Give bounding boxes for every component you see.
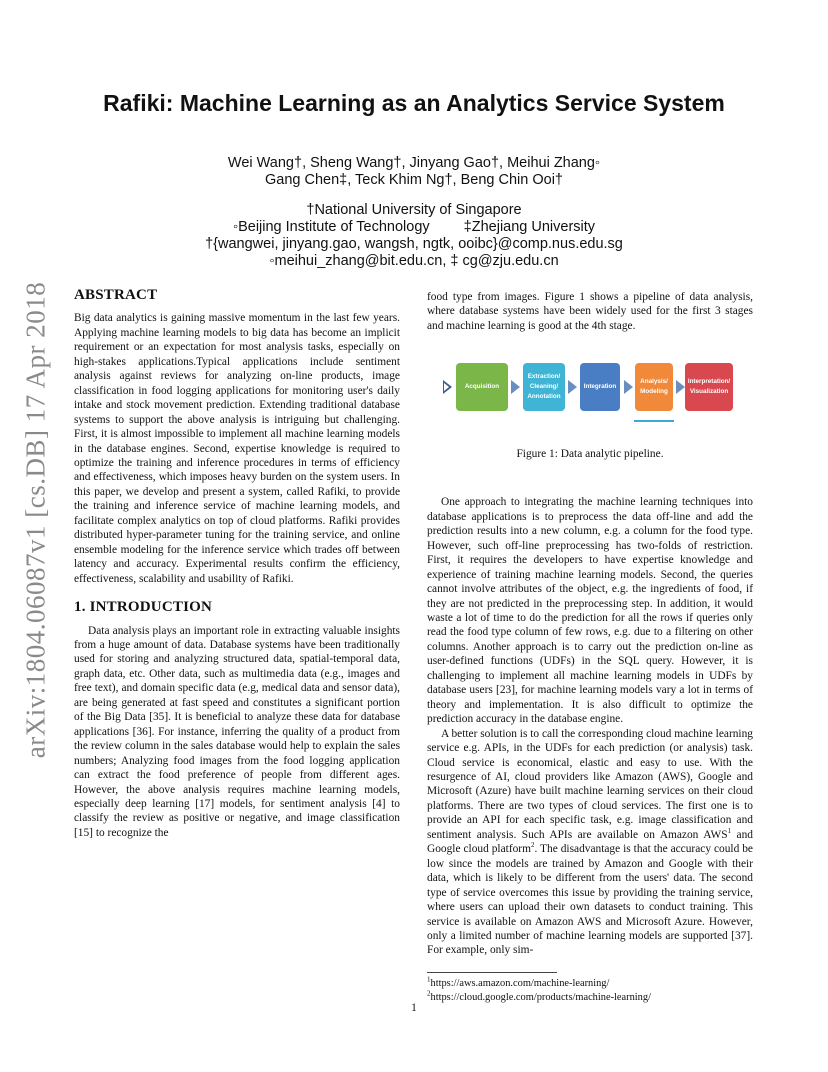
affiliation-zju: ‡Zhejiang University (463, 219, 596, 235)
affiliations (0, 202, 828, 270)
affiliation-nus: †National University of Singapore (306, 202, 522, 218)
stage-integration-label: Integration (583, 383, 617, 391)
introduction-heading: 1. INTRODUCTION (74, 599, 213, 616)
footnote-2-mark: 2 (427, 989, 431, 998)
page-number: 1 (411, 1002, 417, 1014)
authors-line-2: Gang Chen‡, Teck Khim Ng†, Beng Chin Ooi† (265, 172, 563, 188)
affiliation-bit: ◦Beijing Institute of Technology (232, 219, 430, 235)
arrow-icon (511, 380, 520, 394)
arrow-icon (624, 380, 633, 394)
stage-acquisition-label: Acquisition (464, 383, 500, 391)
stage-analysis (635, 363, 673, 411)
right-paragraph-3 (427, 727, 753, 958)
email-nus: †{wangwei, jinyang.gao, wangsh, ngtk, ooibc}@comp.nus.edu.sg (205, 236, 623, 252)
left-column (74, 288, 400, 840)
stage-extraction-label-2: Cleaning/ (529, 383, 559, 391)
footnote-1-link[interactable]: https://aws.amazon.com/machine-learning/ (430, 977, 610, 989)
arxiv-stamp-text: arXiv:1804.06087v1 [cs.DB] 17 Apr 2018 (20, 281, 51, 759)
stage-interpretation-label-1: Interpretation/ (687, 378, 731, 386)
footnote-ref-1: 1 (727, 826, 732, 835)
author-list (0, 155, 828, 189)
stage-acquisition (456, 363, 508, 411)
pipeline-diagram (427, 353, 753, 423)
introduction-paragraph-1: Data analysis plays an important role in extracting valuable insights from a huge amount of data. Database systems have been traditionally used for storing and analyzing structured data, spatial-temporal data, graph data, etc. Other data, such as multimedia data (e.g., images and free text), and domain specific data (e.g, medical data and sensor data), are being generated at fast speed and constitutes a significant portion of the Big Data [35]. It is beneficial to analyze these data for database applications [36]. For instance, inferring the quality of a product from the review column in the sales database would help to explain the sales numbers; Analyzing food images from the food logging application can extract the food preference of people from different ages. However, the above analysis requires machine learning models, especially deep learning [17] models, for sentiment analysis [4] to classify the review as positive or negative, and image classification [15] to recognize the (74, 624, 400, 839)
stage-extraction-label-1: Extraction/ (527, 373, 561, 381)
paragraph-3-part-a: A better solution is to call the corresponding cloud machine learning service e.g. APIs, in the UDFs for each prediction (or analysis) task. Cloud service is economical, elastic and easy to use. With the resurgence of AI, cloud providers like Amazon (AWS), Google and Microsoft (Azure) have built machine learning services on their cloud platforms. There are two types of cloud services. The first one is to provide an API for each specific task, e.g. image classification and sentiment analysis. Such APIs are available on Amazon AWS (427, 727, 753, 841)
footnote-1 (427, 977, 753, 991)
stage-integration (580, 363, 620, 411)
email-other: ◦meihui_zhang@bit.edu.cn, ‡ cg@zju.edu.cn (269, 253, 559, 269)
authors-line-1: Wei Wang†, Sheng Wang†, Jinyang Gao†, Meihui Zhang◦ (227, 155, 601, 171)
footnote-rule (427, 972, 557, 973)
abstract-text: Big data analytics is gaining massive momentum in the last few years. Applying machine learning models to big data has become an implicit requirement or an expectation for most analysis tasks, especially on high-stakes applications.Typical applications include sentiment analysis against reviews for analyzing on-line products, image classification in food logging applications for monitoring user's daily intake and stock movement prediction. Extending traditional database systems to support the above analysis is intriguing but challenging. First, it is almost impossible to implement all machine learning models in the database engines. Second, expertise knowledge is required to optimize the training and inference procedures in terms of efficiency and effectiveness, which imposes heavy burden on the system users. In this paper, we develop and present a system, called Rafiki, to provide the training and inference service of machine learning models, and facilitate complex analytics on top of cloud platforms. Rafiki provides distributed hyper-parameter tuning for the training service, and online ensemble modeling for the inference service which trades off between latency and accuracy. Experimental results confirm the efficiency, effectiveness, scalability and usability of Rafiki. (74, 312, 400, 585)
paragraph-3-part-c: . The disadvantage is that the accuracy could be low since the models are trained by Amazon and Google with their data, which is likely to be different from the users' data. The second type of service overcomes this issue by providing the training service, where users can upload their own datasets to conduct training. This service is available on Amazon AWS and Microsoft Azure. However, only a limited number of machine learning models are supported [37]. For example, only sim- (427, 843, 753, 957)
footnote-ref-2: 2 (530, 841, 535, 850)
stage-analysis-label-1: Analysis/ (640, 378, 668, 386)
footnotes (427, 972, 753, 1005)
abstract-heading: ABSTRACT (74, 287, 158, 303)
stage-analysis-label-2: Modeling (640, 388, 668, 396)
right-column (427, 290, 753, 1005)
stage-interpretation (685, 363, 733, 411)
paper-title: Rafiki: Machine Learning as an Analytics Service System (103, 90, 725, 116)
figure-caption: Figure 1: Data analytic pipeline. (516, 448, 664, 461)
right-paragraph-2: One approach to integrating the machine learning techniques into database applications is to preprocess the data off-line and add the prediction results into a new column, e.g. a column for the food type. However, such off-line preprocessing has two-folds of restriction. First, it requires the developers to have expertise knowledge and experience of training machine learning models. Second, the queries cannot involve attributes of the object, e.g. the ingredients of food, if they are not predicted in the preprocessing step. In addition, it would waste a lot of time to do the prediction for all the rows if queries only read the food type column of few rows, e.g. due to a filtering on other columns. Another approach is to carry out the prediction on-line as user-defined functions (UDFs) in the SQL query. However, it is challenging to implement all machine learning models in UDFs by database users [23], for machine learning models vary a lot in terms of theory and implementation. It is also difficult to optimize the prediction accuracy in the database engine. (427, 496, 753, 726)
highlight-underline (634, 420, 674, 422)
paragraph-3-part-b: and Google cloud platform (427, 828, 754, 856)
right-paragraph-top: food type from images. Figure 1 shows a pipeline of data analysis, where database systems have been widely used for the first 3 stages and machine learning is good at the 4th stage. (427, 291, 753, 332)
footnote-1-mark: 1 (427, 975, 431, 984)
footnote-2-link[interactable]: https://cloud.google.com/products/machine-learning/ (430, 991, 651, 1003)
arxiv-stamp (16, 280, 56, 760)
stage-interpretation-label-2: Visualization (689, 388, 729, 396)
input-arrow-icon (443, 380, 452, 394)
arrow-icon (676, 380, 685, 394)
affiliation-row (0, 219, 828, 236)
stage-extraction (523, 363, 565, 411)
arrow-icon (568, 380, 577, 394)
figure-1 (427, 343, 753, 463)
stage-extraction-label-3: Annotation (527, 393, 561, 401)
